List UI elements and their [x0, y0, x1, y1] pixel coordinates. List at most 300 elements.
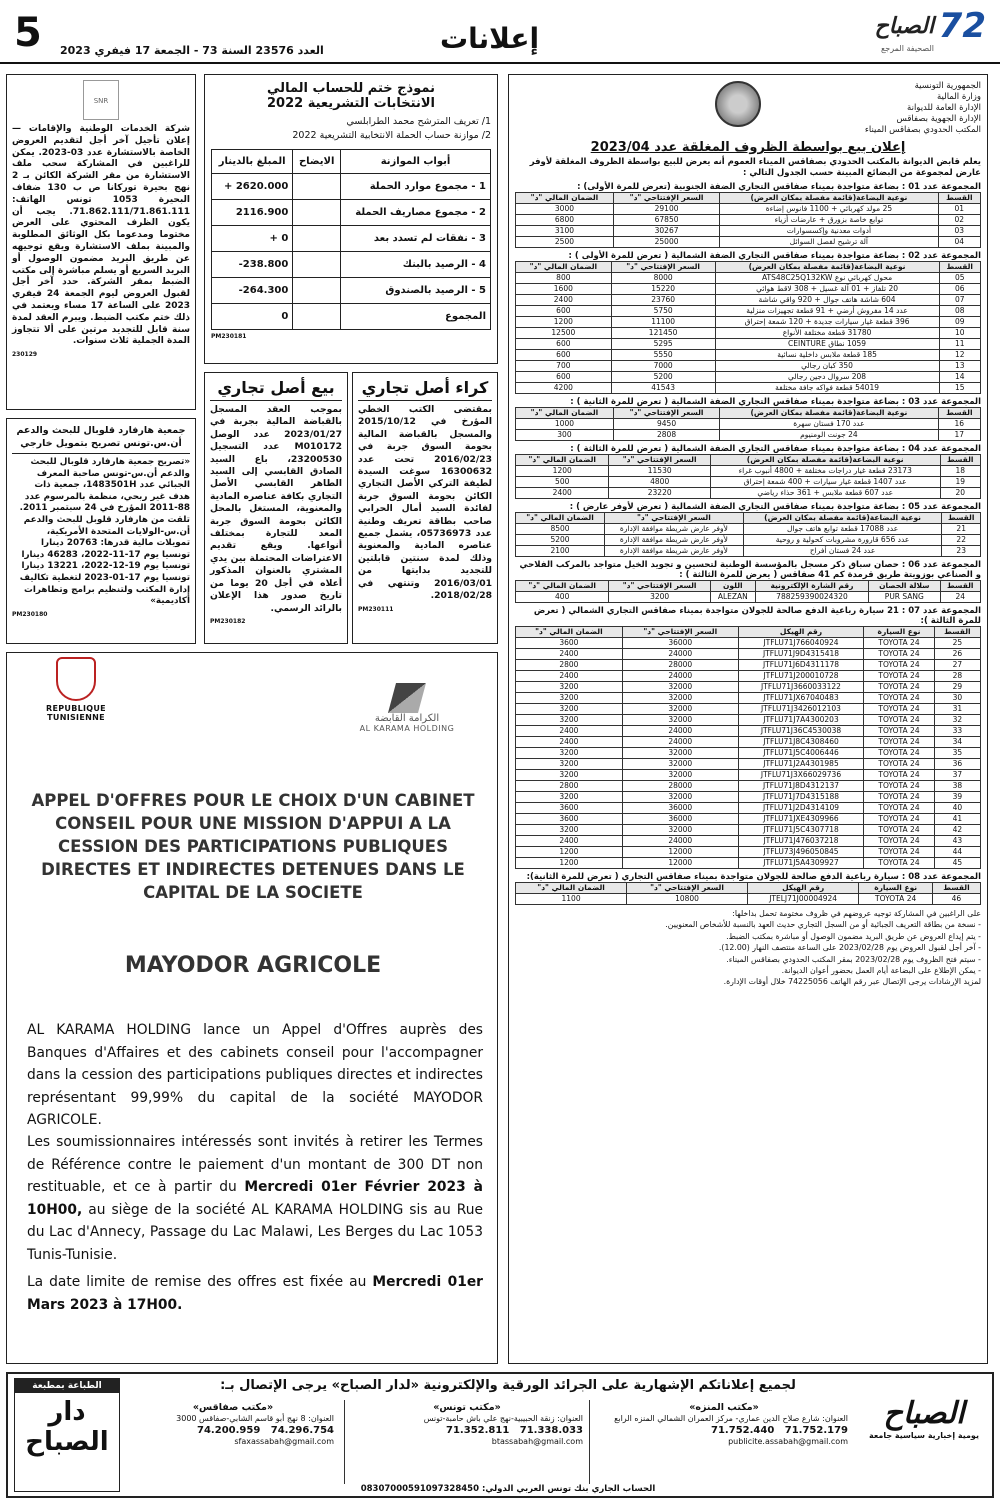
table-cell: 42 — [934, 825, 980, 836]
table-cell — [293, 278, 341, 304]
republic-label: REPUBLIQUE TUNISIENNE — [46, 704, 106, 722]
customs-sale-ad — [508, 74, 988, 1364]
page-number: 5 — [14, 10, 42, 56]
footer-logo: الصباح يومية إخبارية سياسية جامعة — [869, 1396, 979, 1440]
tunisia-emblem-icon — [56, 657, 96, 701]
table-cell: 15 — [939, 383, 980, 394]
column-header: القسط — [940, 581, 980, 592]
column-header: سلالة الحصان — [869, 581, 940, 592]
rent-ref: PM230111 — [358, 605, 394, 613]
karama-logo — [337, 683, 477, 733]
group-3-table — [515, 407, 981, 441]
office-menzah: «مكتب المنزه» العنوان: شارع صلاح الدين عماري- مركز العمران الشمالي المنزه الرابع 71.752.179 71.752.440 publicite.assabah@gmail.com — [614, 1402, 848, 1447]
table-cell: 4800 — [609, 477, 710, 488]
table-cell: JTFLU71J36C4530038 — [738, 726, 864, 737]
table-cell: 19 — [940, 477, 981, 488]
note-line: لمزيد الإرشادات يرجى الإتصال عبر رقم الهاتف 74225056 خلال أوقات الإدارة. — [723, 977, 981, 987]
table-row — [516, 284, 981, 295]
table-cell: JTFLU71JX67040483 — [738, 693, 864, 704]
table-cell: TOYOTA 24 — [864, 649, 934, 660]
table-row — [516, 546, 981, 557]
section-title: إعلانات — [440, 22, 540, 55]
sale-body: بموجب العقد المسجل بالقباضة المالية بجربة في 2023/01/27 عدد الوصل M010172 عدد التسجيل 23200530، باع السيد الصادق القابسي إلى السيد الطاهر القابسي الأصل التجاري بكافة عناصره المادية والمعنوية، المستغل بالمحل الكائن بحومة السوق جربة المعد للتجارة بمختلف أنواعها. ويقع تقديم الاعتراضات المحتملة بين يدي المشتري بالعنوان المذكور أعلاه في أجل 20 يوما من تاريخ صدور هذا الإعلان بالرائد الرسمي. — [210, 404, 343, 614]
table-cell: محول كهربائي نوع ATS48C25Q132KW — [715, 273, 939, 284]
table-cell: JTFLU71J3426012103 — [738, 704, 864, 715]
table-cell: 32000 — [622, 715, 738, 726]
table-cell: 3000 — [516, 204, 614, 215]
group-6-table — [515, 580, 981, 603]
table-row — [516, 894, 981, 905]
table-cell: 9450 — [613, 419, 719, 430]
column-header: رقم الشارة الإلكترونية — [755, 581, 868, 592]
column-header: القسط — [938, 193, 980, 204]
table-cell: 5750 — [611, 306, 715, 317]
table-cell: 700 — [516, 361, 612, 372]
table-cell: 07 — [939, 295, 980, 306]
table-cell: TOYOTA 24 — [864, 693, 934, 704]
table-cell: JTFLU71J5A4309927 — [738, 858, 864, 869]
logo-word: الصباح — [874, 14, 934, 39]
table-row — [212, 226, 491, 252]
table-row — [516, 649, 981, 660]
finance-subtitle: الانتخابات التشريعية 2022 — [266, 96, 435, 111]
table-cell: 11100 — [611, 317, 715, 328]
table-row — [516, 660, 981, 671]
column-header: القسط — [940, 455, 981, 466]
note-line: - يمكن الإطلاع على البضاعة أيام العمل بحضور أعوان الديوانة. — [781, 966, 981, 976]
table-cell: 14 — [939, 372, 980, 383]
table-cell: 23220 — [609, 488, 710, 499]
table-cell: 2100 — [516, 546, 605, 557]
column-header: أبواب الموازنة — [341, 150, 491, 174]
note-line: - نسخة من بطاقة التعريف الجبائية أو من السجل التجاري حديث العهد بالنسبة للأشخاص المعنويين. — [665, 920, 981, 930]
table-cell: 1000 — [516, 419, 614, 430]
table-cell: 38 — [934, 781, 980, 792]
table-cell: TOYOTA 24 — [864, 715, 934, 726]
table-cell: 396 قطعة غيار سيارات جديدة + 120 شمعة إحتراق — [715, 317, 939, 328]
column-header: الضمان المالي "د" — [516, 627, 623, 638]
table-cell: توابع خاصة بزورق + عارضات أزياء — [720, 215, 938, 226]
table-cell: TOYOTA 24 — [864, 836, 934, 847]
group-4-title: المجموعة عدد 04 : بضاعة متواجدة بميناء صفاقس التجاري الضفة الشمالية ( تعرض للمرة الثالثة ) : — [570, 444, 981, 454]
table-cell: 1100 — [516, 894, 627, 905]
table-row — [516, 693, 981, 704]
table-cell: 1200 — [516, 466, 609, 477]
column-header: السعر الإفتتاحي "د" — [613, 408, 719, 419]
table-cell: لأوفر عارض شريطة موافقة الإدارة — [605, 546, 744, 557]
group-2-title: المجموعة عدد 02 : بضاعة متواجدة بميناء صفاقس التجاري الضفة الشمالية ( تعرض للمرة الأولى ) : — [568, 251, 981, 261]
table-cell: 36000 — [622, 814, 738, 825]
table-cell: 264.300- — [212, 278, 293, 304]
table-cell: 2400 — [516, 737, 623, 748]
table-row — [516, 803, 981, 814]
table-row — [516, 671, 981, 682]
table-cell: 3200 — [609, 592, 710, 603]
sale-title: بيع أصل تجاري — [210, 378, 342, 401]
table-cell: TOYOTA 24 — [859, 894, 932, 905]
table-cell: 32000 — [622, 748, 738, 759]
table-cell: JTFLU73J496050845 — [738, 847, 864, 858]
table-cell: 24000 — [622, 649, 738, 660]
column-header: نوعية البضاعة(قائمة مفصلة بمكان العرض) — [710, 455, 940, 466]
table-cell: 29 — [934, 682, 980, 693]
table-cell: ALEZAN — [710, 592, 755, 603]
table-cell: 36000 — [622, 638, 738, 649]
ad-notes — [515, 909, 981, 988]
table-cell: 500 — [516, 477, 609, 488]
table-cell: 18 — [940, 466, 981, 477]
table-row — [516, 361, 981, 372]
table-cell: 1059 نطاق CEINTURE — [715, 339, 939, 350]
table-cell: 33 — [934, 726, 980, 737]
bank-account: الحساب الجاري بنك تونس العربي الدولي: 08307000591097328450 — [360, 1484, 656, 1494]
group-6-title: المجموعة عدد 06 : حصان سباق ذكر مسجل بالمؤسسة الوطنية لتحسين و تجويد الخيل متواجد بالمركب الفلاحي و الصناعي بوزويتة طريق قرمدة كم 41 صفاقس ( يعرض للمرة الثالثة ) : — [519, 560, 981, 580]
table-cell: 54019 قطعة فواكه جافة مختلفة — [715, 383, 939, 394]
table-cell: 2620.000 + — [212, 174, 293, 200]
table-row — [516, 524, 981, 535]
table-cell: 121450 — [611, 328, 715, 339]
table-cell: 3600 — [516, 638, 623, 649]
table-cell: 41543 — [611, 383, 715, 394]
group-5-table — [515, 512, 981, 557]
table-cell: 2116.900 — [212, 200, 293, 226]
table-row — [516, 759, 981, 770]
table-row — [516, 770, 981, 781]
column-header: نوعية البضاعة(قائمة مفصلة بمكان العرض) — [720, 408, 938, 419]
table-row — [516, 215, 981, 226]
table-cell: TOYOTA 24 — [864, 759, 934, 770]
logo-sub: الصحيفة المرجع — [881, 44, 934, 53]
table-cell: 24000 — [622, 671, 738, 682]
table-cell: 16 — [938, 419, 980, 430]
table-cell: 25 — [934, 638, 980, 649]
table-cell: 24000 — [622, 726, 738, 737]
table-row — [516, 372, 981, 383]
table-cell: عدد 24 فستان أفراح — [743, 546, 942, 557]
table-cell: 350 كبان رجالي — [715, 361, 939, 372]
column-header: الضمان المالي "د" — [516, 513, 605, 524]
table-cell: TOYOTA 24 — [864, 671, 934, 682]
table-cell: 3200 — [516, 792, 623, 803]
karama-mark-icon — [388, 683, 426, 713]
table-cell: 12500 — [516, 328, 612, 339]
table-cell: 35 — [934, 748, 980, 759]
table-cell: JTFLU71J6D4311178 — [738, 660, 864, 671]
republic-block — [21, 657, 131, 722]
column-header: القسط — [942, 513, 981, 524]
table-cell: 22 — [942, 535, 981, 546]
table-cell: 238.800- — [212, 252, 293, 278]
table-cell — [293, 174, 341, 200]
table-cell: 4 - الرصيد بالبنك — [341, 252, 491, 278]
group-2-table — [515, 261, 981, 394]
table-cell — [293, 304, 341, 330]
table-cell: 28000 — [622, 781, 738, 792]
table-row — [212, 174, 491, 200]
table-cell: 600 — [516, 350, 612, 361]
table-row — [516, 726, 981, 737]
table-cell: لأوفر عارض شريطة موافقة الإدارة — [605, 535, 744, 546]
table-row — [516, 638, 981, 649]
table-cell: 24 — [940, 592, 980, 603]
finance-account-ad — [204, 74, 498, 364]
table-cell: عدد 170 فستان سهرة — [720, 419, 938, 430]
table-cell: 36 — [934, 759, 980, 770]
table-cell: 24000 — [622, 737, 738, 748]
table-cell: 1600 — [516, 284, 612, 295]
table-cell: TOYOTA 24 — [864, 682, 934, 693]
table-cell: 3200 — [516, 704, 623, 715]
table-cell: JTFLU71J3X66029736 — [738, 770, 864, 781]
table-cell: 2400 — [516, 295, 612, 306]
table-cell: 36000 — [622, 803, 738, 814]
table-cell: JTFLU71J7A4300203 — [738, 715, 864, 726]
table-cell: TOYOTA 24 — [864, 770, 934, 781]
table-cell: 1200 — [516, 858, 623, 869]
finance-title: نموذج ختم للحساب المالي — [267, 81, 435, 96]
table-row — [516, 825, 981, 836]
table-cell: TOYOTA 24 — [864, 748, 934, 759]
table-cell: 3600 — [516, 803, 623, 814]
page-header — [0, 0, 1000, 64]
table-cell: 20 تلفاز + 01 آلة غسيل + 308 لاقط هوائي — [715, 284, 939, 295]
table-cell: 3200 — [516, 759, 623, 770]
column-header: القسط — [934, 627, 980, 638]
table-cell: TOYOTA 24 — [864, 704, 934, 715]
table-cell: 11 — [939, 339, 980, 350]
sale-business-ad — [204, 372, 348, 644]
snr-ref: 230129 — [12, 351, 38, 359]
table-cell: المجموع — [341, 304, 491, 330]
table-cell: 21 — [942, 524, 981, 535]
table-cell: TOYOTA 24 — [864, 737, 934, 748]
table-cell: 11530 — [609, 466, 710, 477]
table-cell: 604 شاشة هاتف جوال + 920 واقي شاشة — [715, 295, 939, 306]
tender-title: APPEL D'OFFRES POUR LE CHOIX D'UN CABINET CONSEIL POUR UNE MISSION D'APPUI A LA CESSION DES PARTICIPATIONS PUBLIQUES DIRECTES ET INDIRECTES DETENUES DANS LE CAPITAL DE LA SOCIETE — [31, 791, 475, 902]
table-cell: JTFLU71J8C4308460 — [738, 737, 864, 748]
table-cell: 3200 — [516, 693, 623, 704]
table-row — [212, 200, 491, 226]
note-line: - آخر أجل لقبول العروض يوم 2023/02/28 على الساعة منتصف النهار (12.00). — [718, 943, 981, 953]
table-cell: 5 - الرصيد بالصندوق — [341, 278, 491, 304]
table-cell: 31 — [934, 704, 980, 715]
table-cell: JTFLU71JXE4309966 — [738, 814, 864, 825]
table-cell: TOYOTA 24 — [864, 825, 934, 836]
finance-ref: PM230181 — [211, 333, 247, 340]
column-header: السعر الإفتتاحي "د" — [611, 262, 715, 273]
table-cell: 01 — [938, 204, 980, 215]
table-cell: 2808 — [613, 430, 719, 441]
table-cell: JTFLU71J3660033122 — [738, 682, 864, 693]
table-cell: 3100 — [516, 226, 614, 237]
table-row — [516, 814, 981, 825]
table-cell: 2500 — [516, 237, 614, 248]
column-header: الضمان المالي "د" — [516, 455, 609, 466]
column-header: السعر الإفتتاحي "د" — [609, 455, 710, 466]
column-header: الايضاح — [293, 150, 341, 174]
table-cell: آلة ترشيح لفصل السوائل — [720, 237, 938, 248]
table-cell: 32000 — [622, 693, 738, 704]
table-row — [516, 419, 981, 430]
table-cell: 06 — [939, 284, 980, 295]
print-house-badge: الطباعة بمطبعة دار الصباح — [14, 1378, 120, 1492]
table-cell: JTFLU71J5C4006446 — [738, 748, 864, 759]
assoc-title: جمعية هارفارد قلوبال للبحث والدعم أن.س.تونس تصريح بتمويل خارجي — [12, 424, 190, 454]
table-row — [516, 237, 981, 248]
table-cell: 32000 — [622, 759, 738, 770]
table-cell: عدد 17088 قطعة توابع هاتف جوال — [743, 524, 942, 535]
column-header: رقم الهيكل — [747, 883, 859, 894]
contact-footer — [6, 1372, 994, 1498]
table-cell: 3200 — [516, 682, 623, 693]
table-cell: 788259390024320 — [755, 592, 868, 603]
table-cell: أدوات معدنية وإكسسوارات — [720, 226, 938, 237]
table-cell: 32000 — [622, 792, 738, 803]
table-cell: 12000 — [622, 858, 738, 869]
table-cell: 2 - مجموع مصاريف الحملة — [341, 200, 491, 226]
table-cell: TOYOTA 24 — [864, 781, 934, 792]
table-cell: 44 — [934, 847, 980, 858]
table-cell: TOYOTA 24 — [864, 814, 934, 825]
table-cell: 05 — [939, 273, 980, 284]
table-cell: عدد 14 مفروش أرضي + 91 قطعة تجهيزات منزلية — [715, 306, 939, 317]
table-row — [516, 715, 981, 726]
column-header: السعر الإفتتاحي "د" — [605, 513, 744, 524]
table-cell: 37 — [934, 770, 980, 781]
table-cell — [293, 200, 341, 226]
table-cell: TOYOTA 24 — [864, 858, 934, 869]
table-cell: 300 — [516, 430, 614, 441]
column-header: الضمان المالي "د" — [516, 581, 609, 592]
table-row — [516, 836, 981, 847]
table-row — [516, 704, 981, 715]
table-cell: 26 — [934, 649, 980, 660]
note-line: - سيتم فتح الظروف يوم 2023/02/28 بمقر المكتب الحدودي بصفاقس الميناء. — [726, 954, 981, 964]
column-header: السعر الإفتتاحي "د" — [622, 627, 738, 638]
column-header: الضمان المالي "د" — [516, 262, 612, 273]
group-7-table — [515, 626, 981, 869]
table-cell: JTELJ71J00004924 — [747, 894, 859, 905]
table-cell: 8500 — [516, 524, 605, 535]
table-row — [516, 858, 981, 869]
rent-body: بمقتضى الكتب الخطي المؤرخ في 2015/10/12 والمسجل بالقباضة المالية بحومة السوق جربة في 2016/02/23 تحت عدد 16300632 سوغت السيدة لطيفة التركي الأصل التجاري الكائن بحومة السوق جربة لفائدة السيد أمال الحرابي صاحب بطاقة تعريف وطنية عدد 05736973، يشمل جميع عناصره المادية والمعنوية وذلك لمدة سنتين قابلتين للتجديد بدايتها من 2016/03/01 وتنتهي في 2018/02/28. — [358, 404, 493, 602]
table-row — [516, 350, 981, 361]
table-cell: 4200 — [516, 383, 612, 394]
table-cell: 17 — [938, 430, 980, 441]
finance-list: 1/ تعريف المترشح محمد الطرابلسي 2/ موازنة حساب الحملة الانتخابية التشريعية 2022 — [292, 116, 491, 141]
table-cell: 600 — [516, 306, 612, 317]
table-cell: عدد 1407 قطعة غيار سيارات + 400 شمعة إحتراق — [710, 477, 940, 488]
table-cell: 24 جونت الومنيوم — [720, 430, 938, 441]
table-cell: 40 — [934, 803, 980, 814]
karama-name-ar: الكرامة القابضة — [374, 713, 440, 724]
table-cell: 8000 — [611, 273, 715, 284]
table-row — [516, 592, 981, 603]
table-cell: 0 — [212, 304, 293, 330]
table-cell: TOYOTA 24 — [864, 638, 934, 649]
karama-tender-ad — [6, 652, 498, 1364]
table-row — [516, 682, 981, 693]
association-funding-ad — [6, 418, 196, 644]
tender-paragraph-2: Les soumissionnaires intéressés sont invités à retirer les Termes de Référence contre le paiement d'un montant de 300 DT non restituable, et ce à partir du Mercredi 01er Février 2023 à 10H00, au siège de la société AL KARAMA HOLDING sis au Rue du Lac d'Annecy, Passage du Lac Malawi, Les Berges du Lac 1053 Tunis-Tunisie. — [27, 1134, 483, 1263]
table-cell: 25 مولد كهربائي + 1100 فانوس إضاءة — [720, 204, 938, 215]
table-cell: 32000 — [622, 682, 738, 693]
note-line: - يتم إيداع العروض عن طريق البريد مضمون الوصول أو مباشرة بمكتب الضبط. — [726, 931, 981, 941]
table-cell: 03 — [938, 226, 980, 237]
finance-table — [211, 149, 491, 330]
table-cell: 5200 — [516, 535, 605, 546]
column-header: نوع السيارة — [864, 627, 934, 638]
footer-headline: لجميع إعلاناتكم الإشهارية على الجرائد الورقية والإلكترونية «لدار الصباح» يرجى الإتصال بـ: — [220, 1378, 796, 1393]
sale-ref: PM230182 — [210, 617, 246, 625]
table-cell: 08 — [939, 306, 980, 317]
table-cell: عدد 656 قارورة مشروبات كحولية و روحية — [743, 535, 942, 546]
table-cell: 24000 — [622, 836, 738, 847]
column-header: السعر الإفتتاحي "د" — [627, 883, 748, 894]
table-cell: 45 — [934, 858, 980, 869]
table-cell: 0 + — [212, 226, 293, 252]
table-row — [516, 383, 981, 394]
table-cell: 27 — [934, 660, 980, 671]
table-cell: 400 — [516, 592, 609, 603]
table-cell: 30 — [934, 693, 980, 704]
table-cell: 10 — [939, 328, 980, 339]
group-1-table — [515, 192, 981, 248]
snr-logo: SNR — [83, 80, 119, 120]
column-header: القسط — [939, 262, 980, 273]
group-8-table — [515, 882, 981, 905]
table-cell: JTFLU71J9D4315418 — [738, 649, 864, 660]
table-cell: 23173 قطعة غيار دراجات مختلفة + 4800 أنبوب غراء — [710, 466, 940, 477]
table-cell: 13 — [939, 361, 980, 372]
table-cell: PUR SANG — [869, 592, 940, 603]
table-cell: 1 - مجموع موارد الحملة — [341, 174, 491, 200]
assoc-body: «تصريح جمعية هارفارد قلوبال للبحث والدعم أن.س-تونس صاحبة المعرف الجبائي عدد 1483501H، جمعية ذات هدف غير ربحي، منظمة بالمرسوم عدد 88-2011 المؤرخ في 24 سبتمبر 2011. تلقت من هارفارد قلوبل للبحث والدعم أن.س-الولايات المتحدة الأمريكية، تمويلات مالية قدرها: 20763 دينارا تونسيا يوم 17-11-2022، 46283 دينارا تونسيا يوم 19-12-2022، 13221 دينارا تونسيا يوم 17-01-2023 لتغطية تكاليف إدارة المكتب ولتنظيم برامج وتظاهرات أكاديمية» — [19, 457, 190, 607]
table-cell: 6800 — [516, 215, 614, 226]
table-cell: 28 — [934, 671, 980, 682]
table-cell — [293, 252, 341, 278]
table-cell: 12 — [939, 350, 980, 361]
table-row — [516, 204, 981, 215]
table-cell: 7000 — [611, 361, 715, 372]
karama-name-en: AL KARAMA HOLDING — [359, 724, 455, 733]
table-cell: 600 — [516, 339, 612, 350]
table-cell: 32000 — [622, 704, 738, 715]
table-row — [516, 339, 981, 350]
table-cell: 43 — [934, 836, 980, 847]
column-header: نوعية البضاعة(قائمة مفصلة بمكان العرض) — [715, 262, 939, 273]
table-cell: 5295 — [611, 339, 715, 350]
table-row — [516, 535, 981, 546]
column-header: رقم الهيكل — [738, 627, 864, 638]
table-cell: 28000 — [622, 660, 738, 671]
column-header: السعر الإفتتاحي "د" — [609, 581, 710, 592]
rent-title: كراء أصل تجاري — [358, 378, 492, 401]
table-cell: 3600 — [516, 814, 623, 825]
table-cell: JTFLU71J2A4301985 — [738, 759, 864, 770]
table-cell: 20 — [940, 488, 981, 499]
table-row — [212, 304, 491, 330]
table-cell: لأوفر عارض شريطة موافقة الإدارة — [605, 524, 744, 535]
table-cell: TOYOTA 24 — [864, 726, 934, 737]
logo-number: 72 — [938, 6, 986, 46]
table-cell: JTFLU71J7D4315188 — [738, 792, 864, 803]
office-tunis: «مكتب تونس» العنوان: زنقة الحبيبية-نهج علي باش حامبة-تونس 71.338.033 71.352.811 btassabah@gmail.com — [344, 1400, 590, 1484]
group-5-title: المجموعة عدد 05 : بضاعة متواجدة بميناء صفاقس التجاري الضفة الشمالية ( تعرض لأوفر عارض ) : — [569, 502, 981, 512]
table-cell: 1200 — [516, 847, 623, 858]
table-row — [516, 477, 981, 488]
table-cell: 23 — [942, 546, 981, 557]
